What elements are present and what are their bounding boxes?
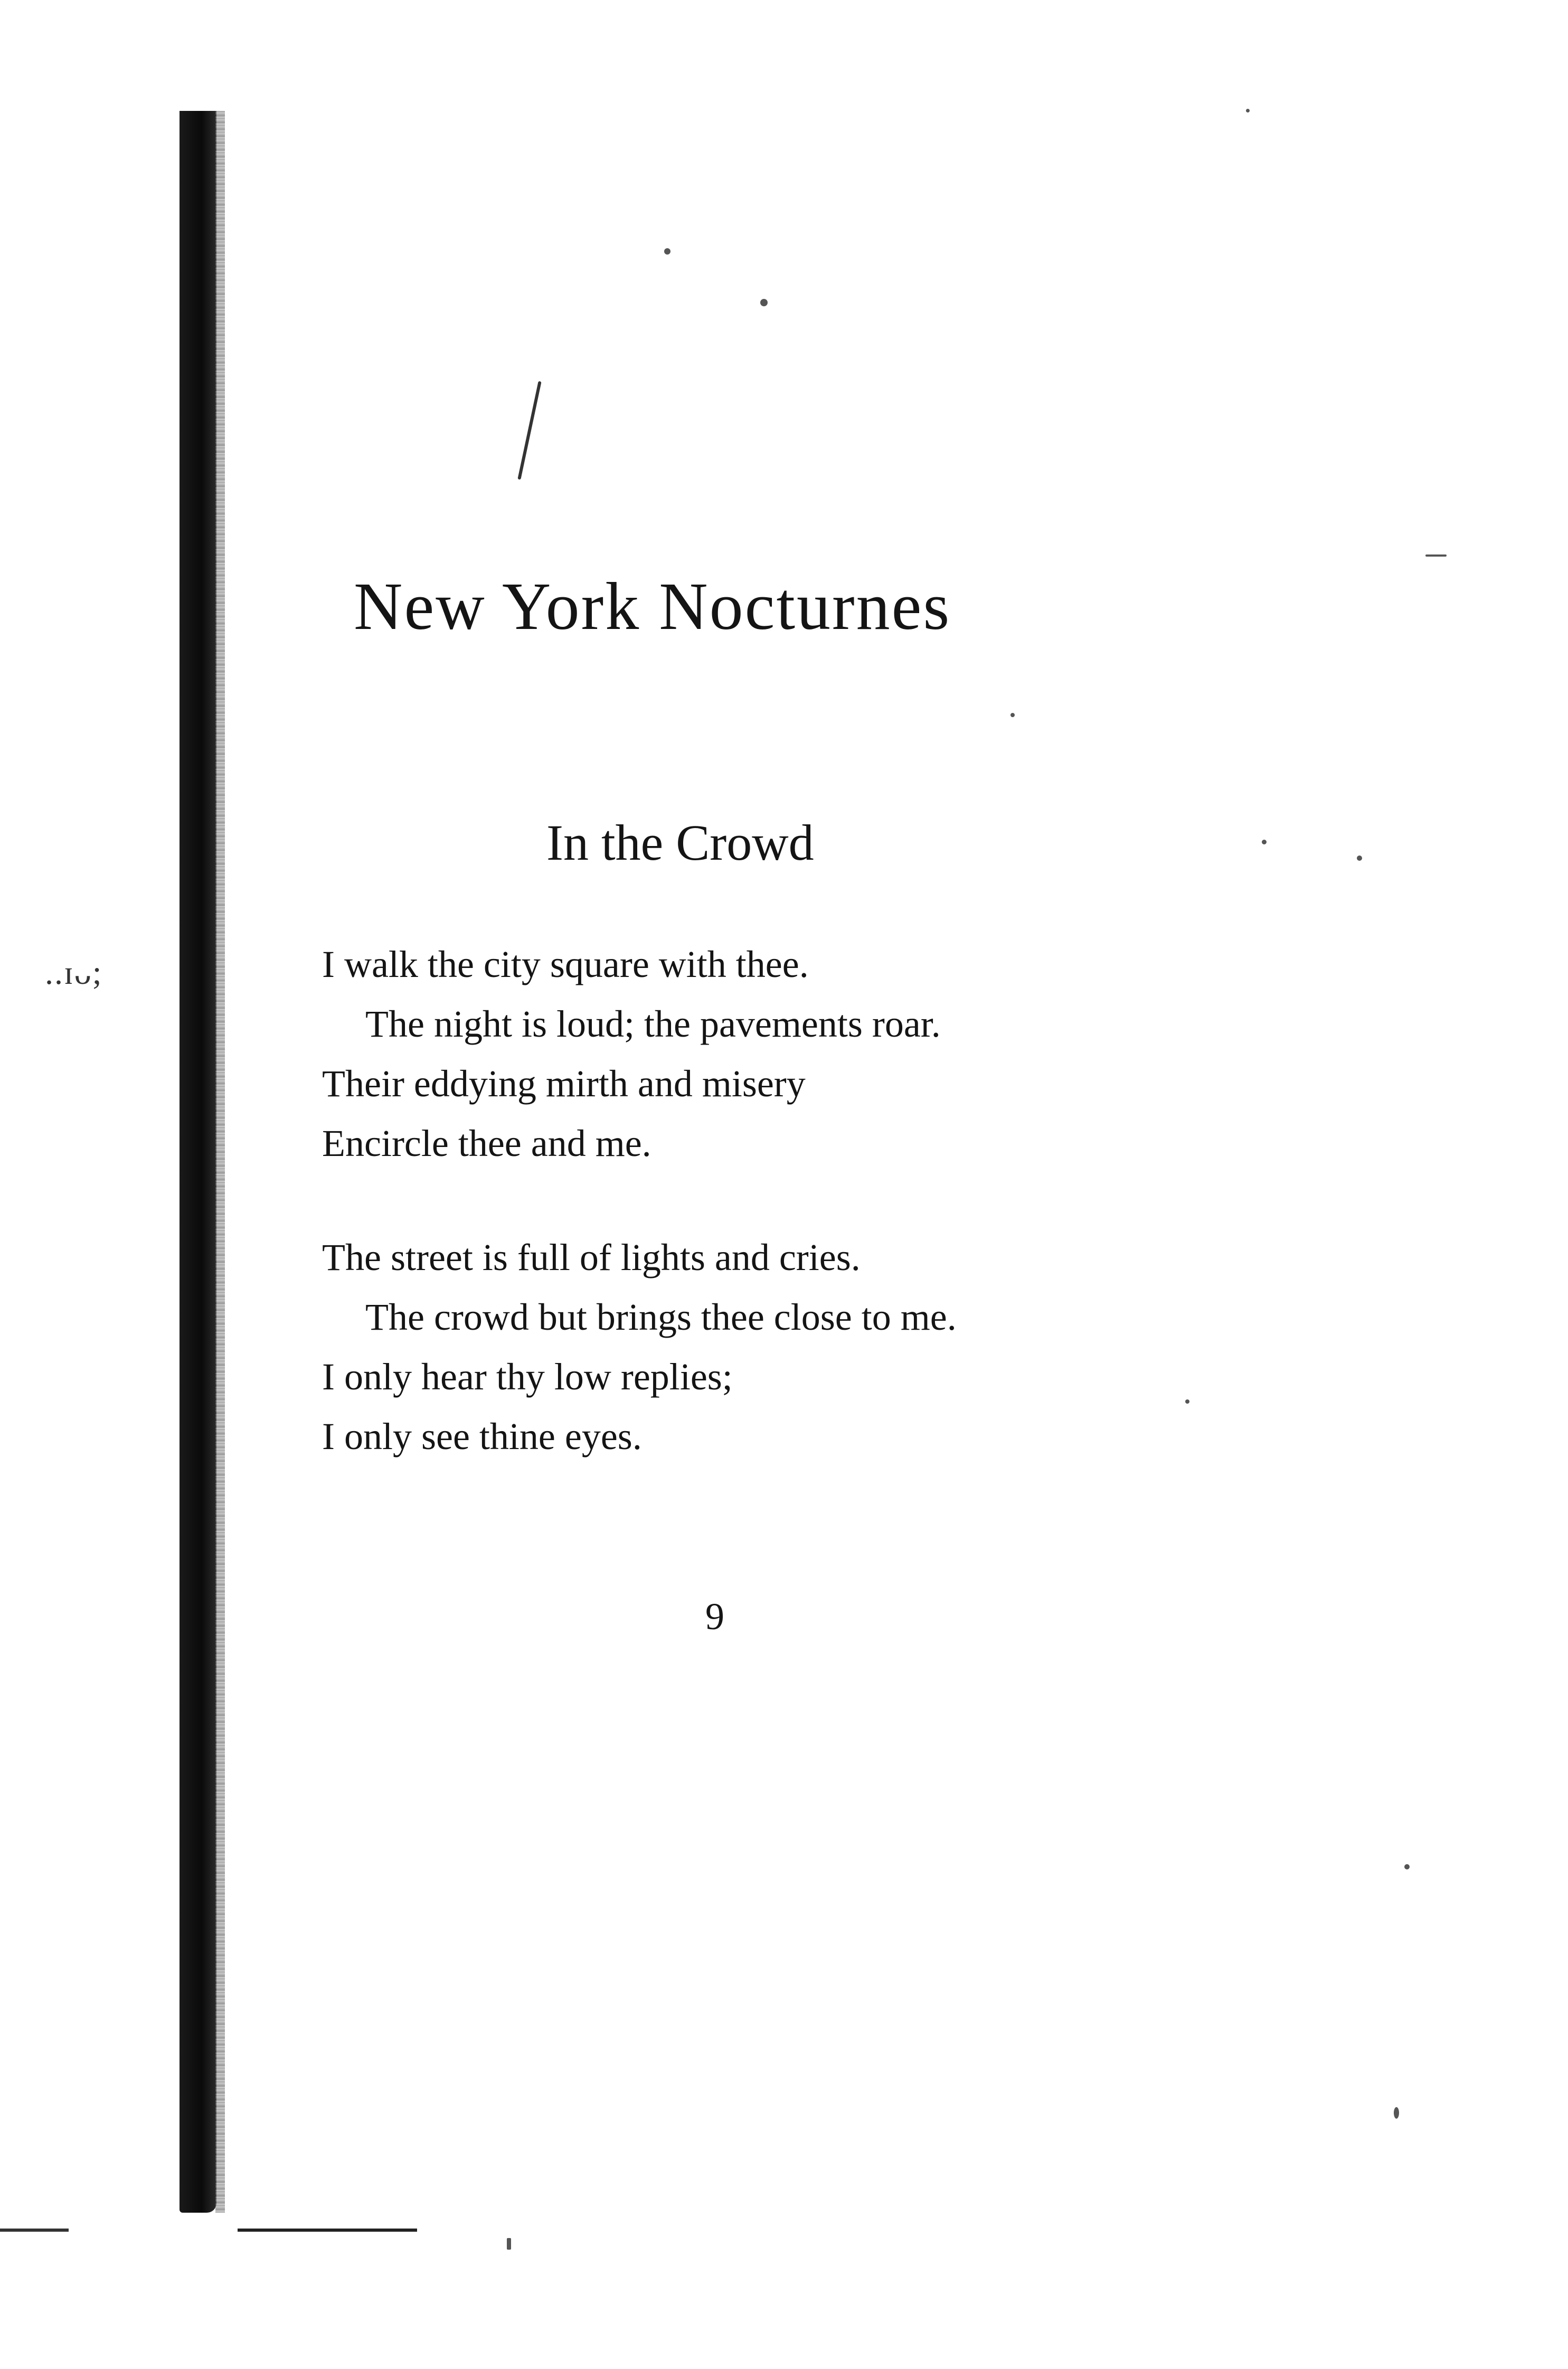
pencil-mark (517, 381, 541, 480)
book-section-title: New York Nocturnes (354, 569, 951, 644)
poem-line: The crowd but brings thee close to me. (365, 1296, 957, 1338)
poem-line: I only see thine eyes. (322, 1415, 642, 1458)
poem-line: I only hear thy low replies; (322, 1356, 733, 1398)
bleed-through-text: ..ɪᴗ; (45, 954, 103, 991)
print-speck (1404, 1864, 1410, 1869)
poem-title: In the Crowd (546, 814, 814, 871)
bottom-edge-mark-left (0, 2229, 69, 2232)
print-speck (1357, 856, 1362, 861)
poem-line: The street is full of lights and cries. (322, 1236, 861, 1278)
print-speck (760, 299, 768, 306)
poem-line: I walk the city square with thee. (322, 943, 809, 985)
print-speck (1246, 109, 1250, 112)
poem-line: Encircle thee and me. (322, 1122, 651, 1164)
poem-line: Their eddying mirth and misery (322, 1063, 806, 1105)
binding-shadow (180, 111, 216, 2213)
print-speck (507, 2238, 511, 2250)
poem-stanza-2 (322, 1228, 1220, 1466)
bottom-edge-mark (238, 2229, 417, 2232)
print-speck (1010, 713, 1015, 717)
poem-line: The night is loud; the pavements roar. (365, 1003, 941, 1045)
binding-edge-texture (215, 111, 225, 2213)
print-speck (1425, 554, 1447, 557)
print-speck (1262, 840, 1267, 844)
poem-stanza-1 (322, 935, 1220, 1173)
page-number: 9 (705, 1595, 724, 1638)
print-speck (664, 248, 670, 255)
print-speck (1394, 2107, 1399, 2119)
